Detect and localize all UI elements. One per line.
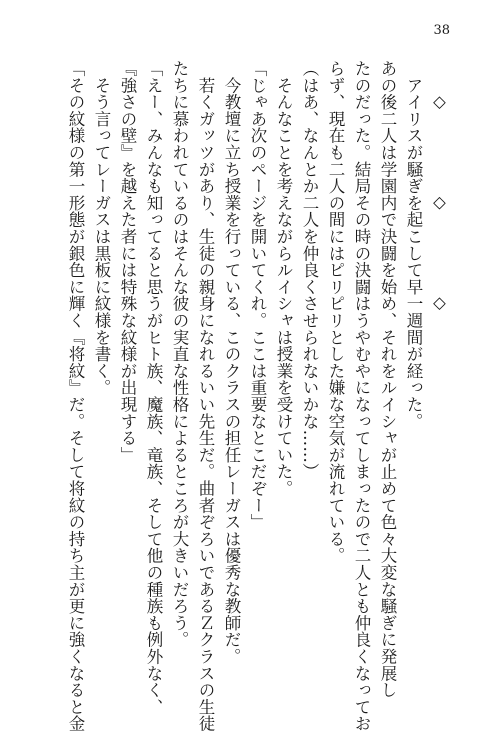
text-line: 「じゃあ次のページを開いてくれ。ここは重要なとこだぞー」 [248, 60, 267, 531]
text-line: 「えー、みんなも知ってると思うがヒト族、魔族、竜族、そして他の種族も例外なく、 [144, 60, 163, 716]
text-line: 「その紋様の第一形態が銀色に輝く『将紋』だ。そして将紋の持ち主が更に強くなると金 [66, 60, 85, 732]
text-line: アイリスが騒ぎを起こして早一週間が経った。 [404, 60, 423, 430]
text-line: たちに慕われているのはそんな彼の実直な性格によるところが大きいだろう。 [170, 60, 189, 648]
text-line: 『強さの壁』を越えた者には特殊な紋様が出現する」 [118, 60, 137, 464]
page-number: 38 [433, 23, 450, 38]
text-line: そう言ってレーガスは黒板に紋様を書く。 [92, 60, 111, 396]
text-line: 今教壇に立ち授業を行っている、このクラスの担任レーガスは優秀な教師だ。 [222, 60, 241, 665]
text-line: らず、現在も二人の間にはピリピリとした嫌な空気が流れている。 [326, 60, 345, 564]
text-line: 若くガッツがあり、生徒の親身になれるいい先生だ。曲者ぞろいであるＺクラスの生徒 [196, 60, 215, 732]
text-line: あの後二人は学園内で決闘を始め、それをルイシャが止めて色々大変な騒ぎに発展し [378, 60, 397, 699]
vertical-text-body [62, 60, 452, 732]
section-separator: ◇ ◇ ◇ [430, 92, 449, 320]
text-line: （はあ、なんとか二人を仲良くさせられないかな……） [300, 60, 319, 480]
text-line: そんなことを考えながらルイシャは授業を受けていた。 [274, 60, 293, 497]
text-line: たのだった。結局その時の決闘はうやむやになってしまったので二人とも仲良くなってお [352, 60, 371, 732]
